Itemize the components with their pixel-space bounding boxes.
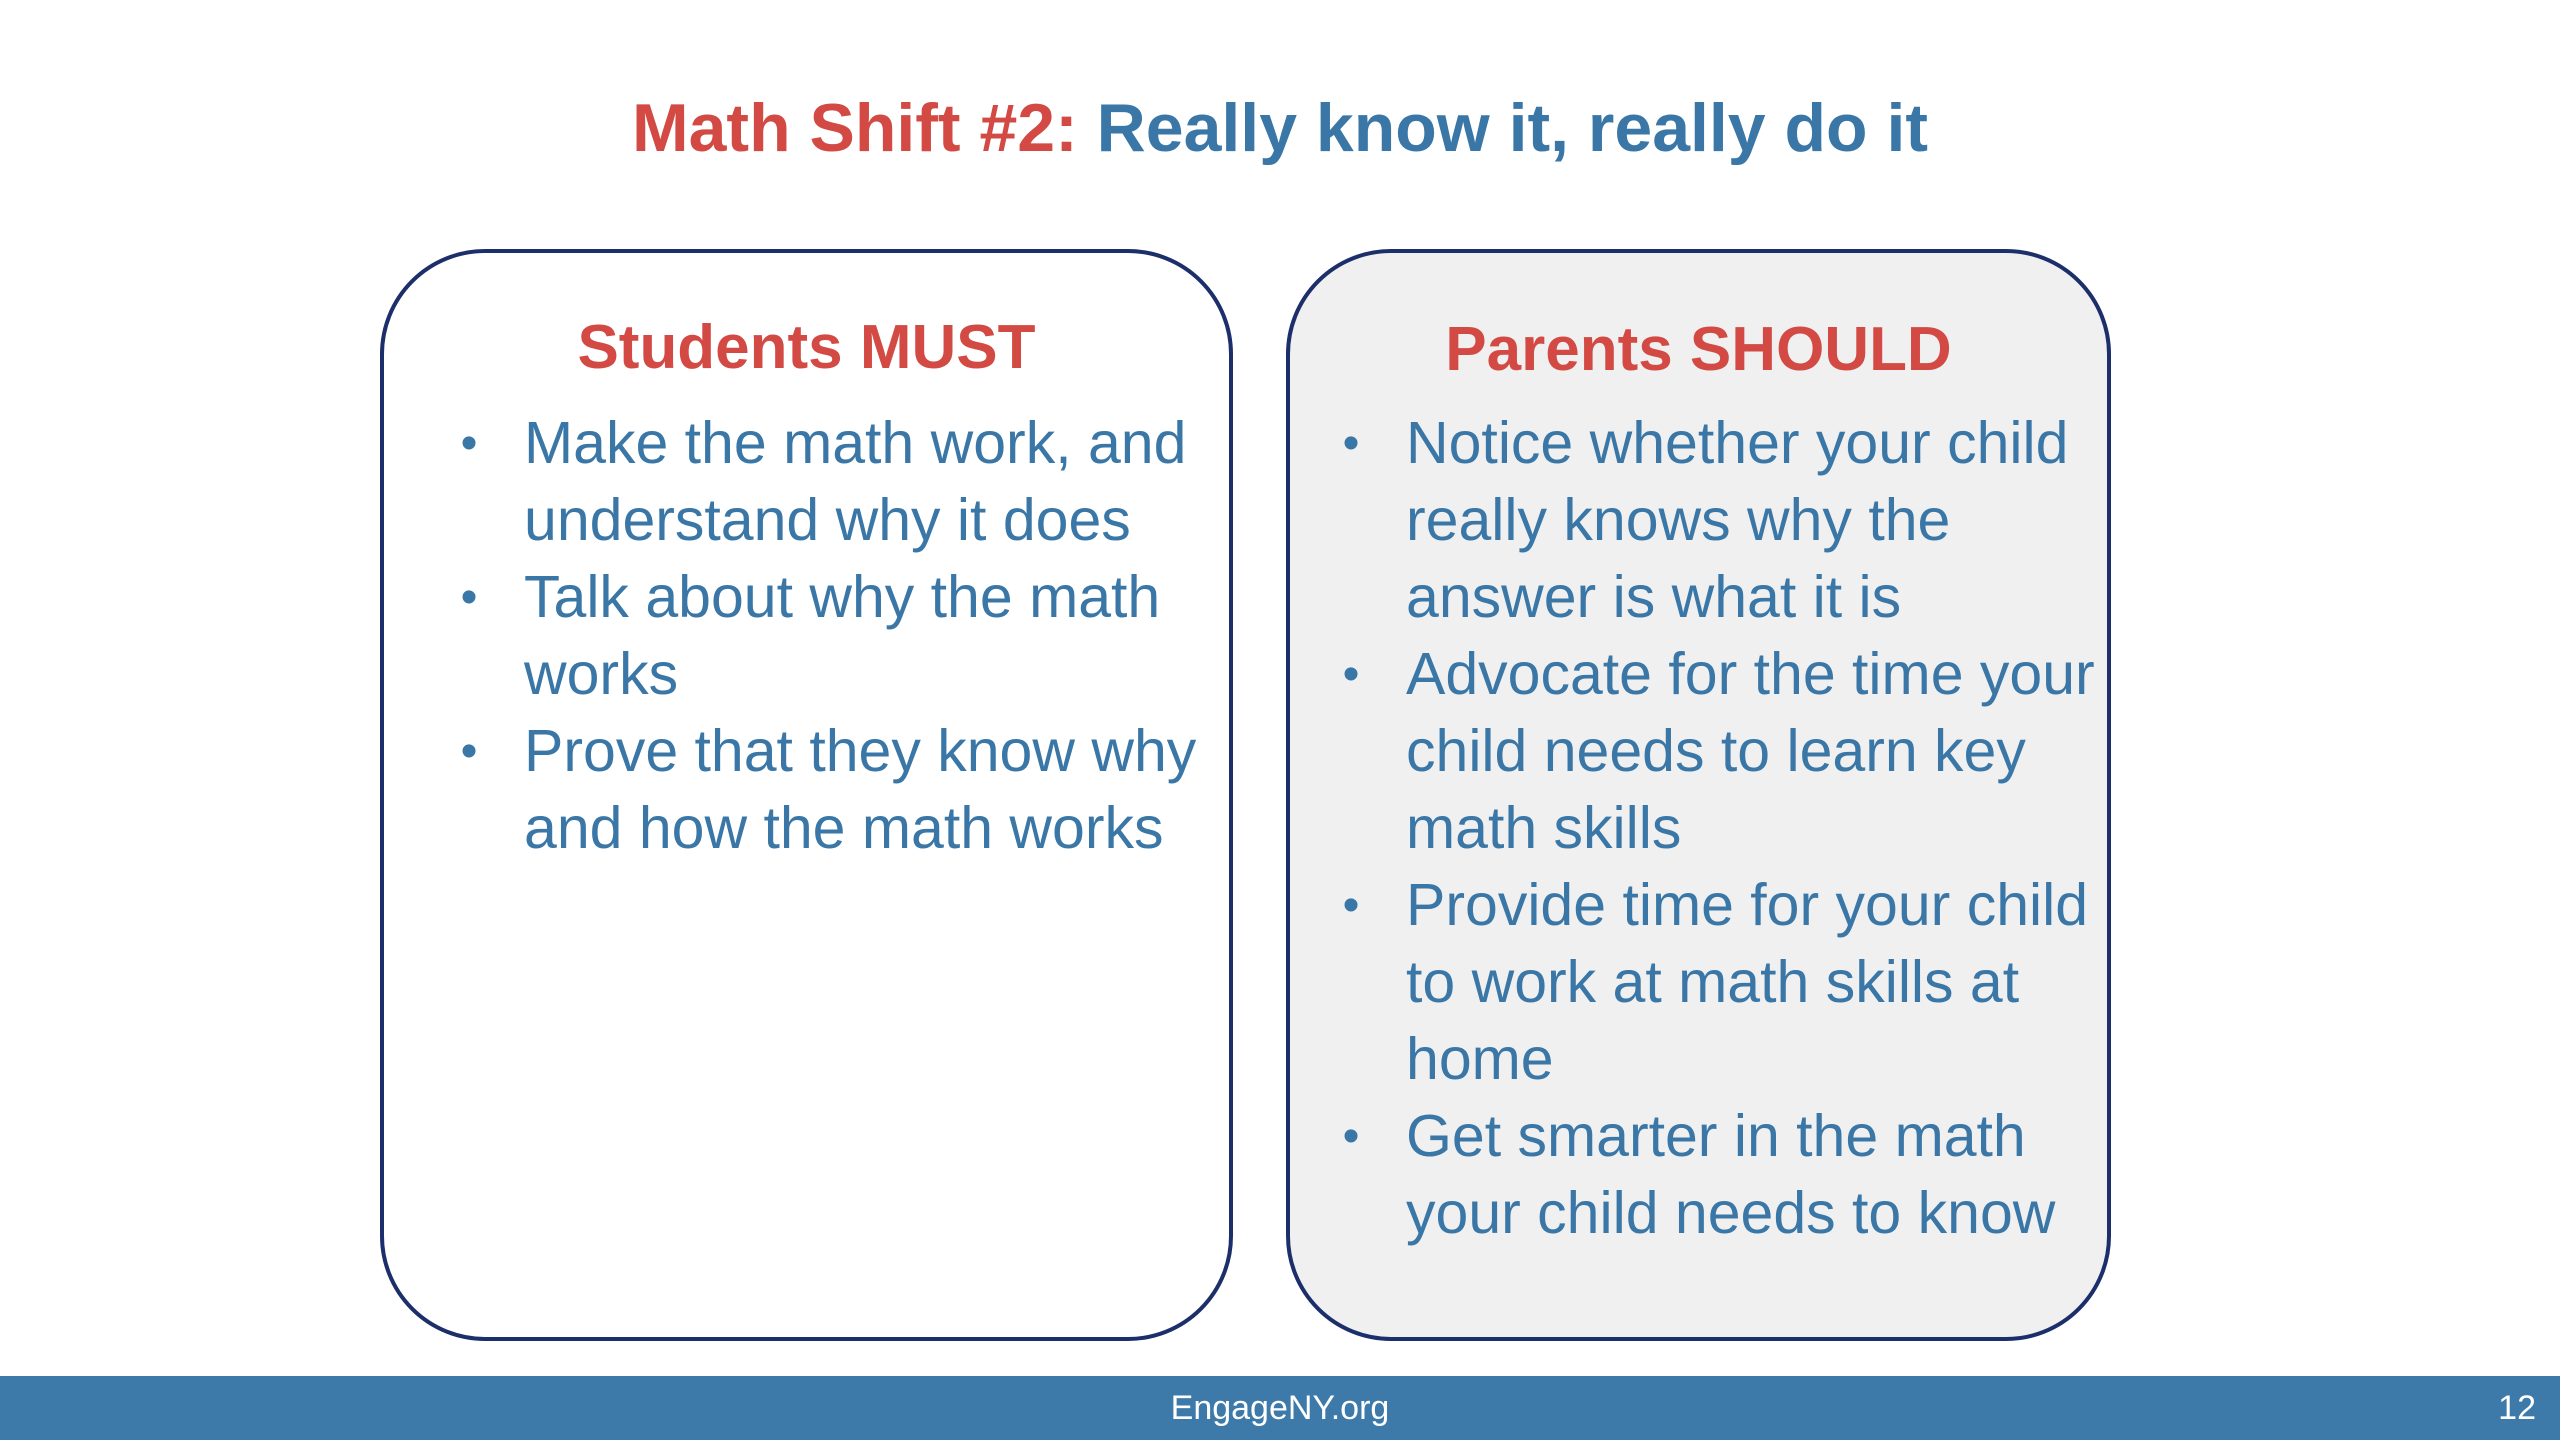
bullet-icon: • <box>1342 417 1360 470</box>
title-main: Really know it, really do it <box>1096 90 1929 166</box>
list-item-text: Get smarter in the math your child needs to know <box>1406 1103 2056 1246</box>
page-number: 12 <box>2498 1389 2536 1427</box>
bullet-icon: • <box>1342 879 1360 932</box>
parents-should-heading: Parents SHOULD <box>1445 315 1952 384</box>
list-item-text: Advocate for the time your child needs to learn key math skills <box>1406 641 2095 861</box>
list-item-text: Provide time for your child to work at math skills at home <box>1406 872 2089 1092</box>
list-item-text: Make the math work, and understand why it does <box>524 410 1187 553</box>
list-item <box>1336 636 2106 867</box>
list-item <box>1336 405 2106 636</box>
parents-should-box <box>1286 249 2111 1341</box>
list-item-text: Prove that they know why and how the math works <box>524 718 1197 861</box>
list-item <box>454 713 1224 867</box>
title-prefix: Math Shift #2: <box>631 90 1078 166</box>
parents-should-list <box>1336 405 2106 1252</box>
students-must-heading: Students MUST <box>577 313 1036 382</box>
footer-bar <box>0 1376 2560 1440</box>
bullet-icon: • <box>460 725 478 778</box>
slide-title <box>0 88 2560 168</box>
bullet-icon: • <box>460 417 478 470</box>
bullet-icon: • <box>1342 648 1360 701</box>
list-item <box>1336 867 2106 1098</box>
bullet-icon: • <box>460 571 478 624</box>
students-must-list <box>454 405 1224 867</box>
list-item <box>1336 1098 2106 1252</box>
list-item-text: Notice whether your child really knows why the answer is what it is <box>1406 410 2069 630</box>
bullet-icon: • <box>1342 1110 1360 1163</box>
footer-site-link[interactable]: EngageNY.org <box>1170 1389 1390 1427</box>
list-item-text: Talk about why the math works <box>524 564 1161 707</box>
students-must-box <box>380 249 1233 1341</box>
list-item <box>454 405 1224 559</box>
list-item <box>454 559 1224 713</box>
